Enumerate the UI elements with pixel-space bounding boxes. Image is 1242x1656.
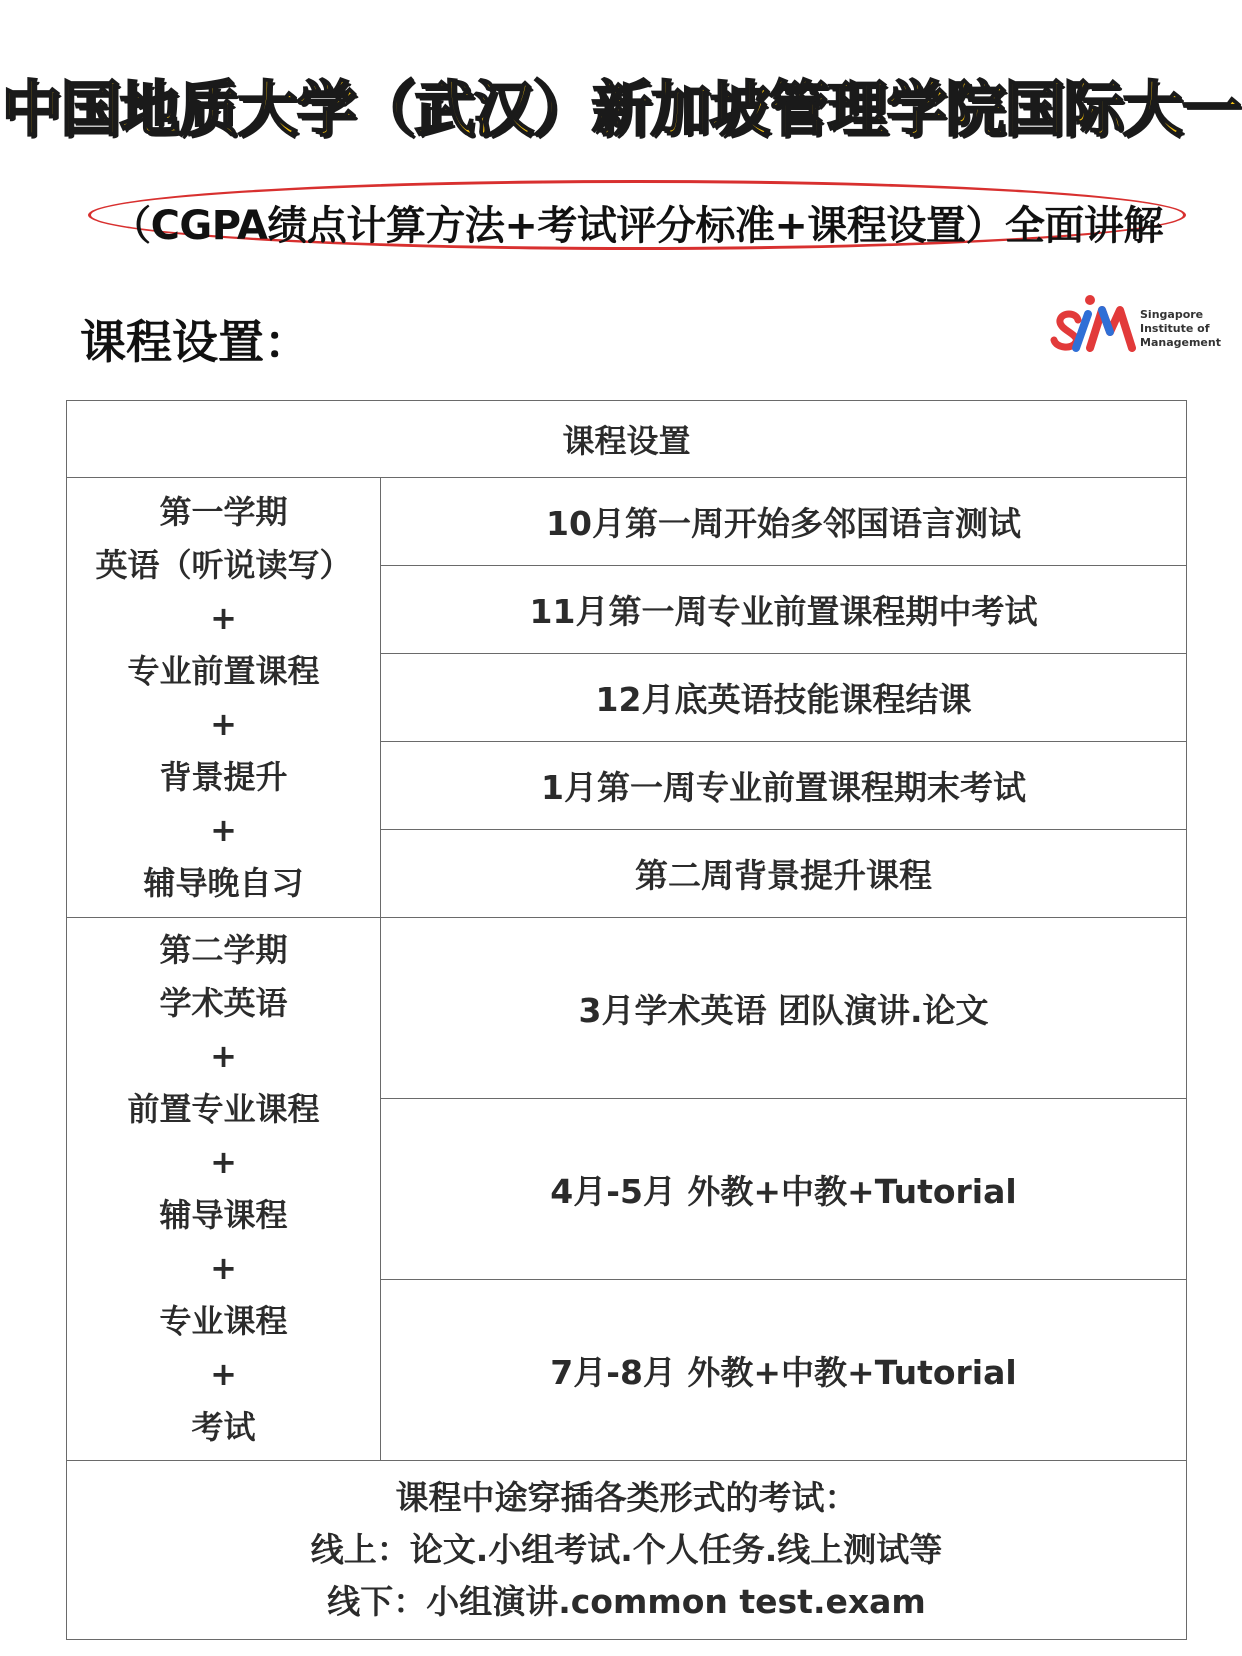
exam-note-line: 线下：小组演讲.common test.exam xyxy=(327,1582,926,1621)
semester-line: 辅导晚自习 xyxy=(143,863,304,902)
semester-line: + xyxy=(210,704,237,743)
semester-line: 辅导课程 xyxy=(159,1196,288,1234)
schedule-event: 12月底英语技能课程结课 xyxy=(381,654,1187,742)
table-row xyxy=(67,918,1187,1099)
semester-line: 专业课程 xyxy=(159,1302,288,1340)
exam-note-line: 课程中途穿插各类形式的考试： xyxy=(395,1478,858,1517)
schedule-event: 3月学术英语 团队演讲.论文 xyxy=(381,918,1187,1099)
schedule-event: 10月第一周开始多邻国语言测试 xyxy=(381,478,1187,566)
schedule-event: 7月-8月 外教+中教+Tutorial xyxy=(381,1280,1187,1461)
schedule-event: 4月-5月 外教+中教+Tutorial xyxy=(381,1099,1187,1280)
table-header-row xyxy=(67,401,1187,478)
semester-line: + xyxy=(210,810,237,849)
semester-line: 考试 xyxy=(191,1408,256,1446)
sim-logo-icon xyxy=(1050,292,1136,354)
schedule-event: 第二周背景提升课程 xyxy=(381,830,1187,918)
semester-line: + xyxy=(210,1249,237,1287)
logo-line: Institute of xyxy=(1140,322,1210,335)
exam-notes xyxy=(67,1461,1187,1640)
exam-note-line: 线上：论文.小组考试.个人任务.线上测试等 xyxy=(310,1530,943,1569)
section-title: 课程设置： xyxy=(80,315,310,369)
subtitle: （CGPA绩点计算方法+考试评分标准+课程设置）全面讲解 xyxy=(111,203,1163,249)
logo-line: Singapore xyxy=(1140,308,1204,321)
semester-line: 背景提升 xyxy=(159,757,288,796)
course-schedule-table xyxy=(66,400,1187,1640)
table-header: 课程设置 xyxy=(67,401,1187,478)
semester-line: 英语（听说读写） xyxy=(95,545,352,584)
schedule-event: 11月第一周专业前置课程期中考试 xyxy=(381,566,1187,654)
logo-wordmark xyxy=(1140,308,1221,350)
subtitle-block xyxy=(88,180,1186,250)
semester-line: 前置专业课程 xyxy=(127,1090,320,1128)
page-headline: 中国地质大学（武汉）新加坡管理学院国际大一 xyxy=(1,75,1241,145)
semester-line: + xyxy=(210,1037,237,1075)
semester-line: 专业前置课程 xyxy=(127,651,320,690)
schedule-event: 1月第一周专业前置课程期末考试 xyxy=(381,742,1187,830)
semester-line: 学术英语 xyxy=(159,984,288,1022)
semester-line: + xyxy=(210,1143,237,1181)
semester-line: + xyxy=(210,1355,237,1393)
logo-line: Management xyxy=(1140,336,1221,349)
semester-1-description xyxy=(67,478,381,918)
sim-logo xyxy=(1050,290,1220,356)
semester-2-description xyxy=(67,918,381,1461)
semester-line: + xyxy=(210,598,237,637)
semester-line: 第二学期 xyxy=(159,931,288,969)
table-row xyxy=(67,478,1187,566)
semester-line: 第一学期 xyxy=(159,492,288,531)
table-footer-row xyxy=(67,1461,1187,1640)
